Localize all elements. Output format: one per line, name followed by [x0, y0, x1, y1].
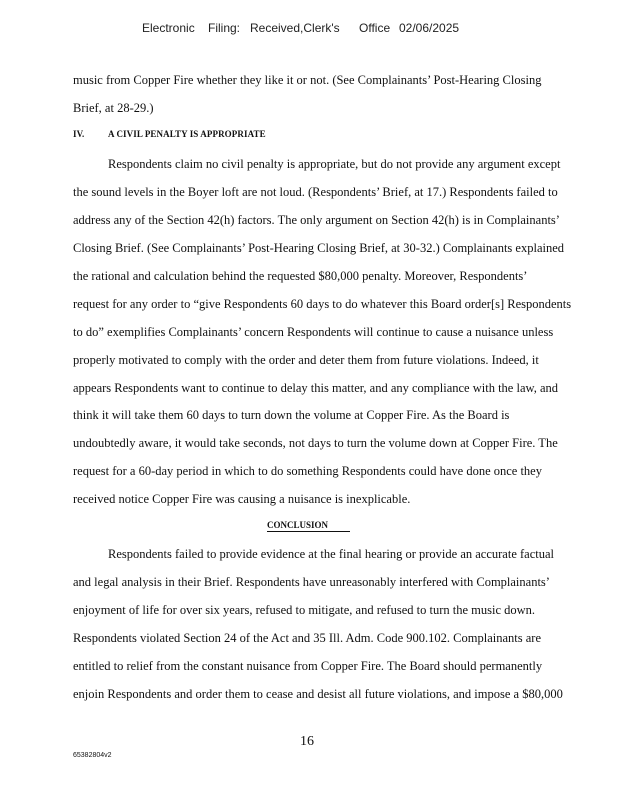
text-line: the sound levels in the Boyer loft are not loud. (Respondents’ Brief, at 17.) Respondents failed to	[73, 185, 558, 199]
text-line: entitled to relief from the constant nuisance from Copper Fire. The Board should permanently	[73, 659, 543, 673]
text-line: Respondents failed to provide evidence at the final hearing or provide an accurate factual	[108, 547, 554, 561]
text-line: request for a 60-day period in which to do something Respondents could have done once they	[73, 464, 542, 478]
header-date: 02/06/2025	[399, 21, 460, 35]
text-line: to do” exemplifies Complainants’ concern Respondents will continue to cause a nuisance unless	[73, 325, 554, 339]
text-line: enjoin Respondents and order them to cease and desist all future violations, and impose a $80,000	[73, 687, 563, 701]
header-electronic: Electronic	[142, 21, 195, 35]
header-received: Received,Clerk's	[250, 21, 340, 35]
page-number: 16	[300, 734, 314, 749]
conclusion-heading: CONCLUSION	[267, 520, 329, 530]
conclusion-underline	[267, 531, 350, 532]
text-line: Brief, at 28-29.)	[73, 101, 154, 115]
text-line: the rational and calculation behind the requested $80,000 penalty. Moreover, Respondents’	[73, 269, 528, 283]
text-line: music from Copper Fire whether they like it or not. (See Complainants’ Post-Hearing Closing	[73, 73, 542, 87]
section-title: A CIVIL PENALTY IS APPROPRIATE	[108, 129, 266, 139]
text-line: think it will take them 60 days to turn down the volume at Copper Fire. As the Board is	[73, 408, 510, 422]
header-office: Office	[359, 21, 391, 35]
text-line: appears Respondents want to continue to delay this matter, and any compliance with the law, and	[73, 381, 559, 395]
header-filing: Filing:	[208, 21, 241, 35]
text-line: request for any order to “give Respondents 60 days to do whatever this Board order[s] Respondents	[73, 297, 572, 311]
text-line: Respondents claim no civil penalty is appropriate, but do not provide any argument except	[108, 157, 561, 171]
text-line: Respondents violated Section 24 of the Act and 35 Ill. Adm. Code 900.102. Complainants are	[73, 631, 541, 645]
document-id: 65382804v2	[73, 752, 112, 759]
text-line: address any of the Section 42(h) factors. The only argument on Section 42(h) is in Complainants’	[73, 213, 560, 227]
text-line: undoubtedly aware, it would take seconds, not days to turn the volume down at Copper Fire. The	[73, 436, 558, 450]
text-line: enjoyment of life for over six years, refused to mitigate, and refused to turn the music down.	[73, 603, 536, 617]
text-line: properly motivated to comply with the order and deter them from future violations. Indeed, it	[73, 353, 539, 367]
text-line: received notice Copper Fire was causing a nuisance is inexplicable.	[73, 492, 411, 506]
text-line: Closing Brief. (See Complainants’ Post-Hearing Closing Brief, at 30-32.) Complainants explained	[73, 241, 565, 255]
section-number: IV.	[73, 129, 85, 139]
text-line: and legal analysis in their Brief. Respondents have unreasonably interfered with Complainants’	[73, 575, 550, 589]
